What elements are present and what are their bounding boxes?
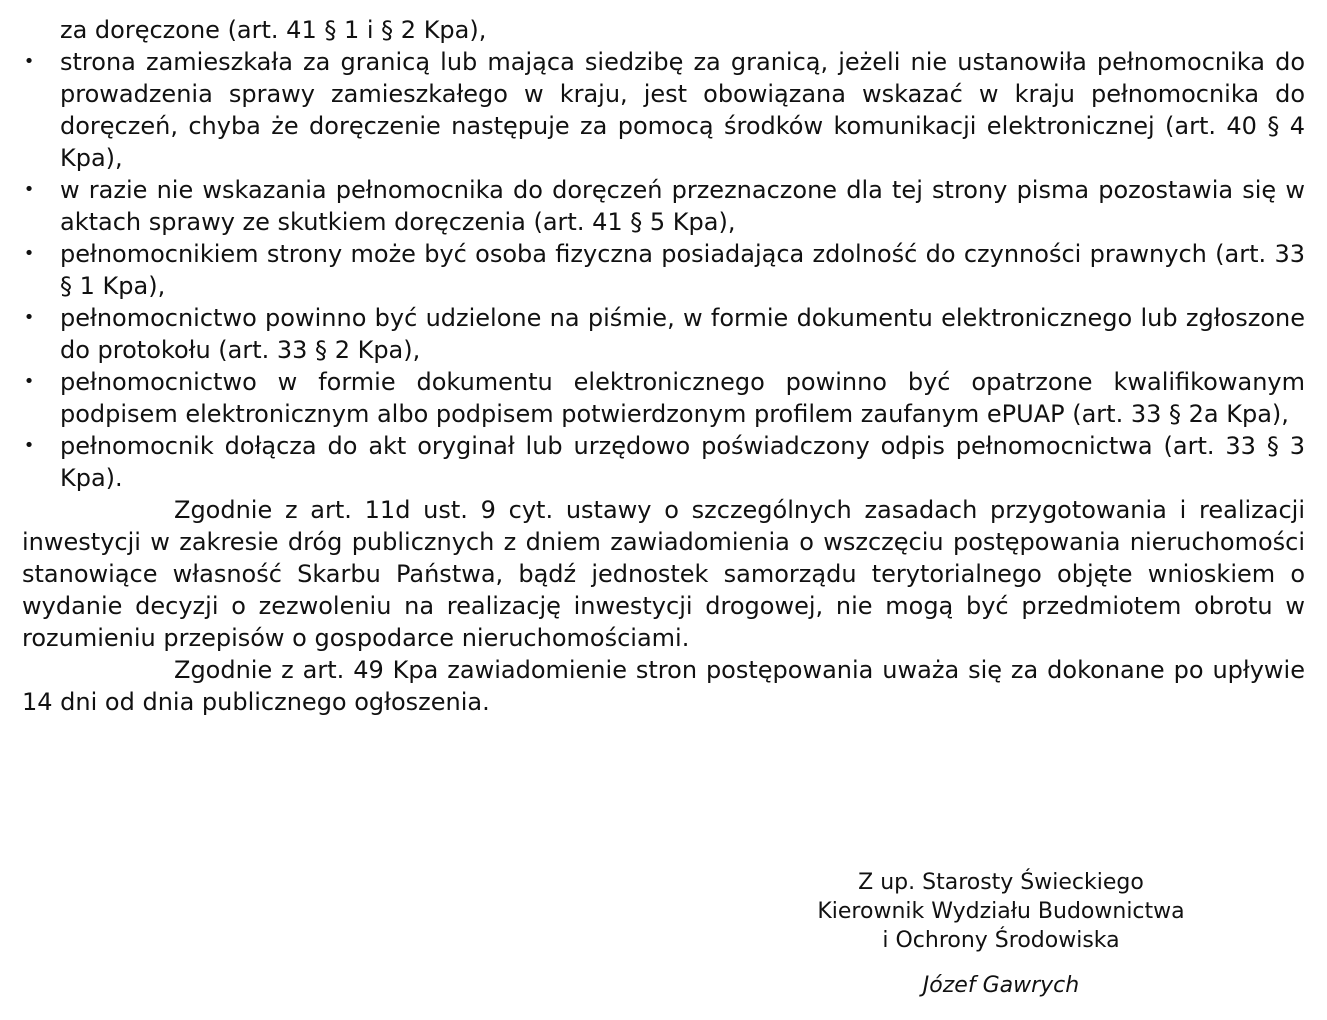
list-item-text: pełnomocnictwo powinno być udzielone na piśmie, w formie dokumentu elektronicznego lub zgłoszone do protokołu (art. 33 § 2 Kpa), <box>60 304 1305 364</box>
signature-line-authority: Z up. Starosty Świeckiego <box>858 870 1144 895</box>
signature-block <box>785 868 1217 1000</box>
bullet-icon: • <box>23 371 35 392</box>
bullet-icon: • <box>23 179 35 200</box>
list-item <box>22 46 1305 174</box>
list-item <box>22 430 1305 494</box>
list-item-text: pełnomocnik dołącza do akt oryginał lub urzędowo poświadczony odpis pełnomocnictwa (art. 33 § 3 Kpa). <box>60 432 1305 492</box>
bullet-icon: • <box>23 307 35 328</box>
list-item-text: strona zamieszkała za granicą lub mająca siedzibę za granicą, jeżeli nie ustanowiła pełnomocnika do prowadzenia sprawy zamieszkałego w kraju, jest obowiązana wskazać w kraju pełnomocnika do doręczeń, chyba że doręczenie następuje za pomocą środków komunikacji elektronicznej (art. 40 § 4 Kpa), <box>60 48 1305 172</box>
document-body <box>22 14 1305 718</box>
continuation-line: za doręczone (art. 41 § 1 i § 2 Kpa), <box>60 16 487 44</box>
paragraph-real-estate-restriction: Zgodnie z art. 11d ust. 9 cyt. ustawy o szczególnych zasadach przygotowania i realizacji inwestycji w zakresie dróg publicznych z dniem zawiadomienia o wszczęciu postępowania nieruchomości stanowiące własność Skarbu Państwa, bądź jednostek samorządu terytorialnego objęte wnioskiem o wydanie decyzji o zezwoleniu na realizację inwestycji drogowej, nie mogą być przedmiotem obrotu w rozumieniu przepisów o gospodarce nieruchomościami. <box>22 496 1305 652</box>
list-item <box>22 174 1305 238</box>
signature-line-position: Kierownik Wydziału Budownictwa <box>817 899 1185 924</box>
list-item-text: w razie nie wskazania pełnomocnika do doręczeń przeznaczone dla tej strony pisma pozostawia się w aktach sprawy ze skutkiem doręczenia (art. 41 § 5 Kpa), <box>60 176 1305 236</box>
signature-name: Józef Gawrych <box>922 973 1080 998</box>
bullet-icon: • <box>23 243 35 264</box>
list-item-text: pełnomocnictwo w formie dokumentu elektronicznego powinno być opatrzone kwalifikowanym podpisem elektronicznym albo podpisem potwierdzonym profilem zaufanym ePUAP (art. 33 § 2a Kpa), <box>60 368 1305 428</box>
bullet-icon: • <box>23 51 35 72</box>
bullet-list <box>22 46 1305 494</box>
list-item <box>22 238 1305 302</box>
bullet-icon: • <box>23 435 35 456</box>
signature-line-department: i Ochrony Środowiska <box>882 928 1120 953</box>
list-item-text: pełnomocnikiem strony może być osoba fizyczna posiadająca zdolność do czynności prawnych (art. 33 § 1 Kpa), <box>60 240 1305 300</box>
list-item <box>22 302 1305 366</box>
list-item <box>22 366 1305 430</box>
paragraph-notification-effect: Zgodnie z art. 49 Kpa zawiadomienie stron postępowania uważa się za dokonane po upływie 14 dni od dnia publicznego ogłoszenia. <box>22 656 1305 716</box>
